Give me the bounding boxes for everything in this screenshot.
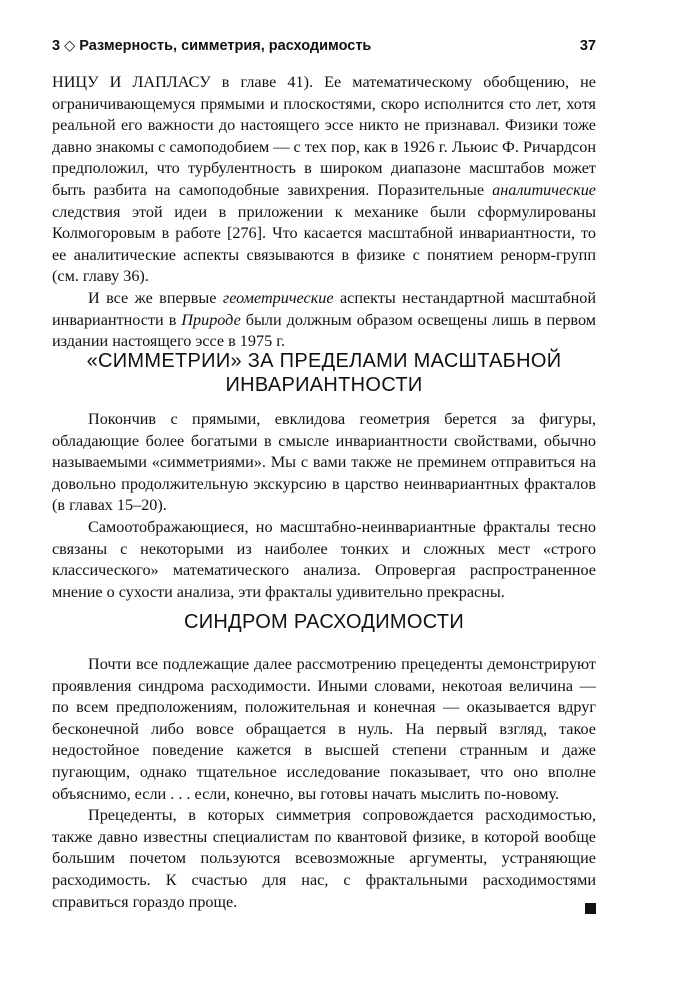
running-head: [52, 36, 596, 56]
paragraph: Самоотображающиеся, но масштабно-неинвариантные фракталы тесно связаны с некоторыми из наиболее тонких и сложных мест «строго классического» математического анализа. Опровергая распространенное мнение о сухости анализа, эти фракталы удивительно прекрасны.: [52, 517, 596, 601]
section-title: Размерность, симметрия, расходимость: [79, 38, 372, 54]
italic-term: геометрические: [222, 288, 334, 307]
section-heading-symmetries: [52, 349, 596, 397]
paragraph: [52, 72, 596, 288]
paragraph: Прецеденты, в которых симметрия сопровождается расходимостью, также давно известны специалистам по квантовой физике, в которой вообще большим почетом пользуются всевозможные аргументы, устраняющие расходимость. К счастью для нас, с фрактальными расходимостями справиться гораздо проще.: [52, 806, 596, 911]
paragraph-text: аспекты нестандартной масштабной инвариантности в: [52, 288, 597, 329]
page-number: 37: [579, 38, 596, 54]
paragraph-text: были должным образом освещены лишь в первом издании настоящего эссе в 1975 г.: [52, 310, 596, 351]
heading-line: «СИММЕТРИИ» ЗА ПРЕДЕЛАМИ МАСШТАБНОЙ: [86, 350, 562, 372]
paragraph: Почти все подлежащие далее рассмотрению прецеденты демонстрируют проявления синдрома расходимости. Иными словами, некотоая величина — по всем предположениям, положительная и конечная — оказывается вдруг бесконечной либо вовсе обращается в нуль. На первый взгляд, такое недостойное поведение кажется в высшей степени странным и даже пугающим, однако тщательное исследование показывает, что оно вполне объяснимо, если . . . если, конечно, вы готовы начать мыслить по-новому.: [52, 655, 596, 803]
paragraph-text: И все же впервые: [88, 288, 223, 307]
text-block-intro: [52, 72, 596, 353]
heading-line: ИНВАРИАНТНОСТИ: [225, 374, 423, 396]
paragraph: Покончив с прямыми, евклидова геометрия берется за фигуры, обладающие более богатыми в смысле инвариантности свойствами, обычно называемыми «симметриями». Мы с вами также не преминем отправиться на довольно продолжительную экскурсию в царство неинвариантных фракталов (в главах 15–20).: [52, 410, 596, 515]
italic-term: аналитические: [492, 180, 596, 199]
separator-diamond-icon: ◇: [64, 38, 76, 54]
section-heading-divergence: СИНДРОМ РАСХОДИМОСТИ: [183, 611, 464, 633]
section-number: 3: [52, 38, 61, 54]
text-block-symmetries: [52, 409, 596, 603]
paragraph: [52, 288, 596, 353]
paragraph-text: следствия этой идеи в приложении к механике были сформулированы Колмогоровым в работе [276]. Что касается масштабной инвариантности, то ее аналитические аспекты связываются в физике с понятием ренорм-групп (см. главу 36).: [52, 202, 596, 286]
end-of-chapter-square-icon: [585, 903, 596, 914]
italic-term: Природе: [181, 310, 241, 329]
paragraph-text: НИЦУ И ЛАПЛАСУ в главе 41). Ее математическому обобщению, не ограничивающемуся прямыми и плоскостями, скоро исполнится сто лет, хотя реальной его важности до настоящего эссе никто не признавал. Физики тоже давно знакомы с самоподобием — с тех пор, как в 1926 г. Льюис Ф. Ричардсон предположил, что турбулентность в широком диапазоне масштабов может быть разбита на самоподобные завихрения. Поразительные: [52, 73, 596, 199]
text-block-divergence: [52, 654, 596, 913]
running-head-section: [52, 36, 371, 56]
